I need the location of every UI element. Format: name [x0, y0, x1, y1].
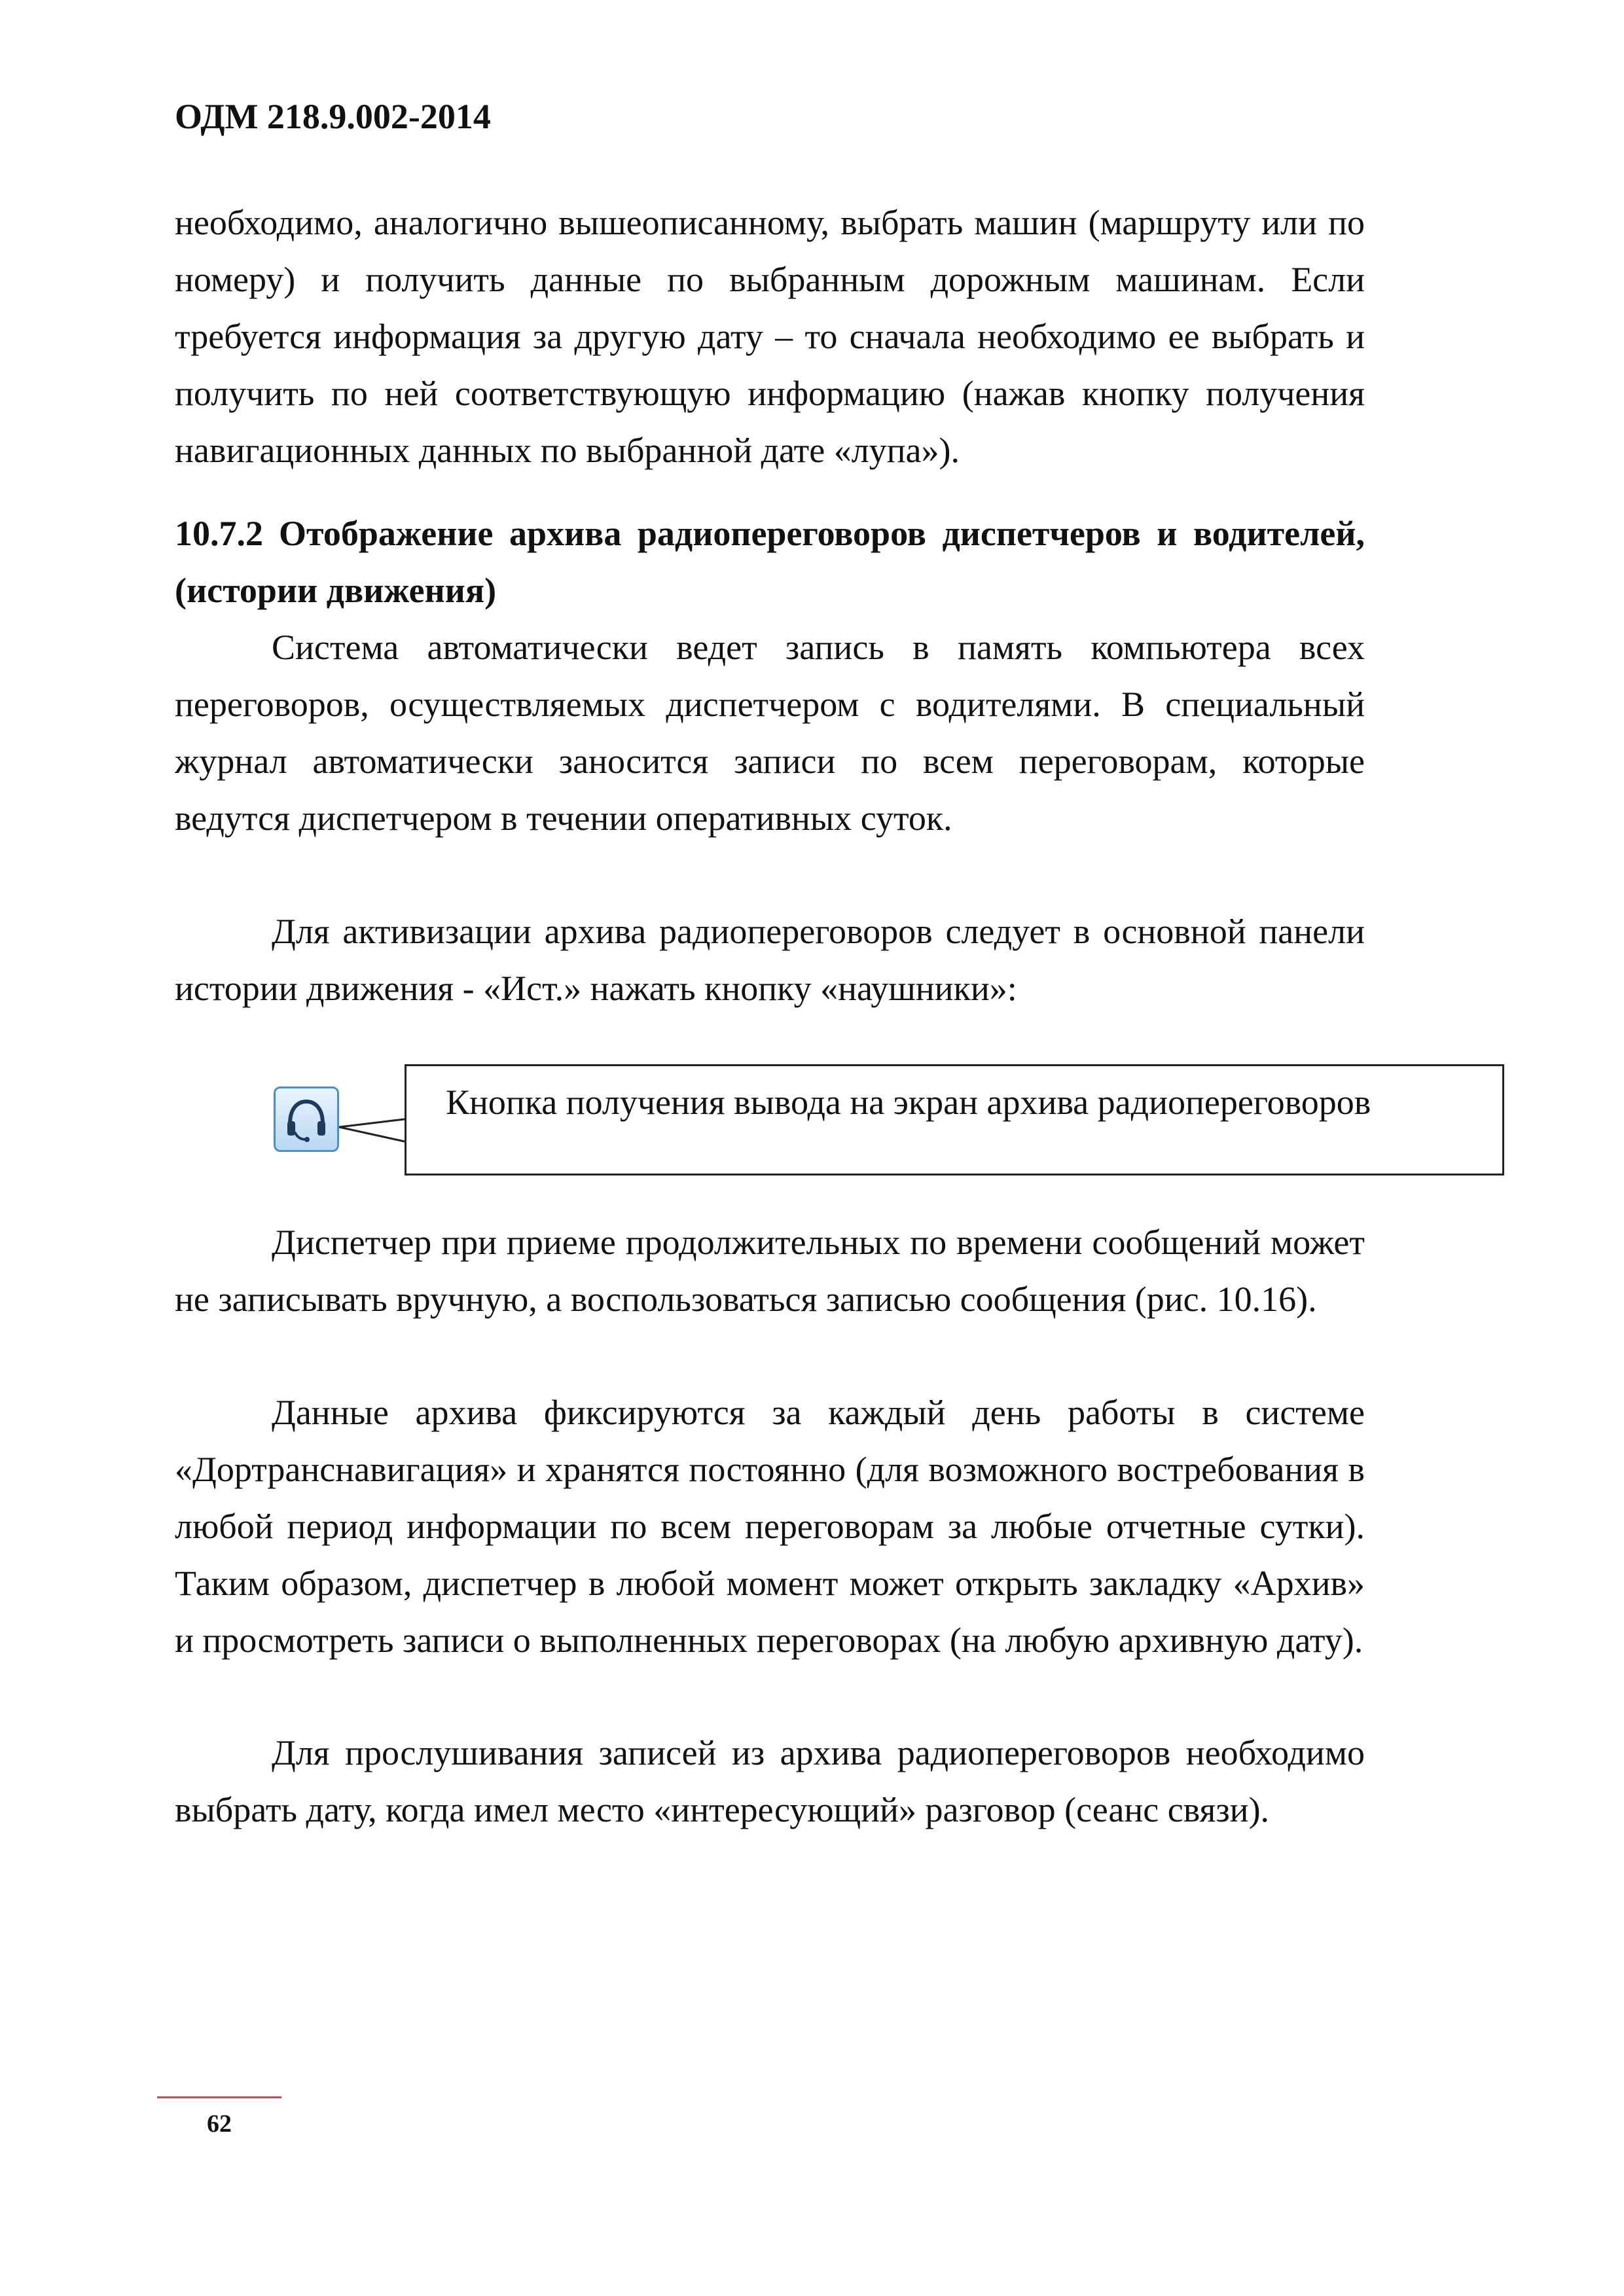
- section-title: Отображение архива радиопереговоров диспетчеров и водителей, (истории движения): [175, 514, 1365, 610]
- headphones-button[interactable]: [274, 1086, 339, 1152]
- paragraph-recording: Система автоматически ведет запись в память компьютера всех переговоров, осуществляемых диспетчером с водителями. В специальный журнал автоматически заносится записи по всем переговорам, которые ведутся диспетчером в течении оперативных суток.: [175, 628, 1365, 838]
- section-number: 10.7.2: [175, 514, 263, 553]
- callout-box: [405, 1064, 1504, 1175]
- headphones-icon: [282, 1095, 331, 1143]
- footer-divider: [157, 2096, 281, 2098]
- paragraph-listening: Для прослушивания записей из архива радиопереговоров необходимо выбрать дату, когда имел место «интересующий» разговор (сеанс связи).: [175, 1733, 1365, 1829]
- paragraph-continuation: необходимо, аналогично вышеописанному, выбрать машин (маршруту или по номеру) и получить данные по выбранным дорожным машинам. Если требуется информация за другую дату – то сначала необходимо ее выбрать и получить по ней соответствующую информацию (нажав кнопку получения навигационных данных по выбранной дате «лупа»).: [175, 203, 1365, 470]
- page-number: 62: [207, 2110, 232, 2138]
- document-code-header: ОДМ 218.9.002-2014: [175, 97, 491, 136]
- button-callout: [274, 1064, 1504, 1175]
- section-heading: [175, 505, 1365, 619]
- paragraph-activation: Для активизации архива радиопереговоров следует в основной панели истории движения - «Ист.» нажать кнопку «наушники»:: [175, 912, 1365, 1008]
- paragraph-dispatcher: Диспетчер при приеме продолжительных по времени сообщений может не записывать вручную, а воспользоваться записью сообщения (рис. 10.16).: [175, 1223, 1365, 1319]
- callout-label: Кнопка получения вывода на экран архива радиопереговоров: [446, 1083, 1371, 1122]
- paragraph-archive-data: Данные архива фиксируются за каждый день работы в системе «Дортранснавигация» и хранятся постоянно (для возможного востребования в любой период информации по всем переговорам за любые отчетные сутки). Таким образом, диспетчер в любой момент может открыть закладку «Архив» и просмотреть записи о выполненных переговорах (на любую архивную дату).: [175, 1393, 1365, 1660]
